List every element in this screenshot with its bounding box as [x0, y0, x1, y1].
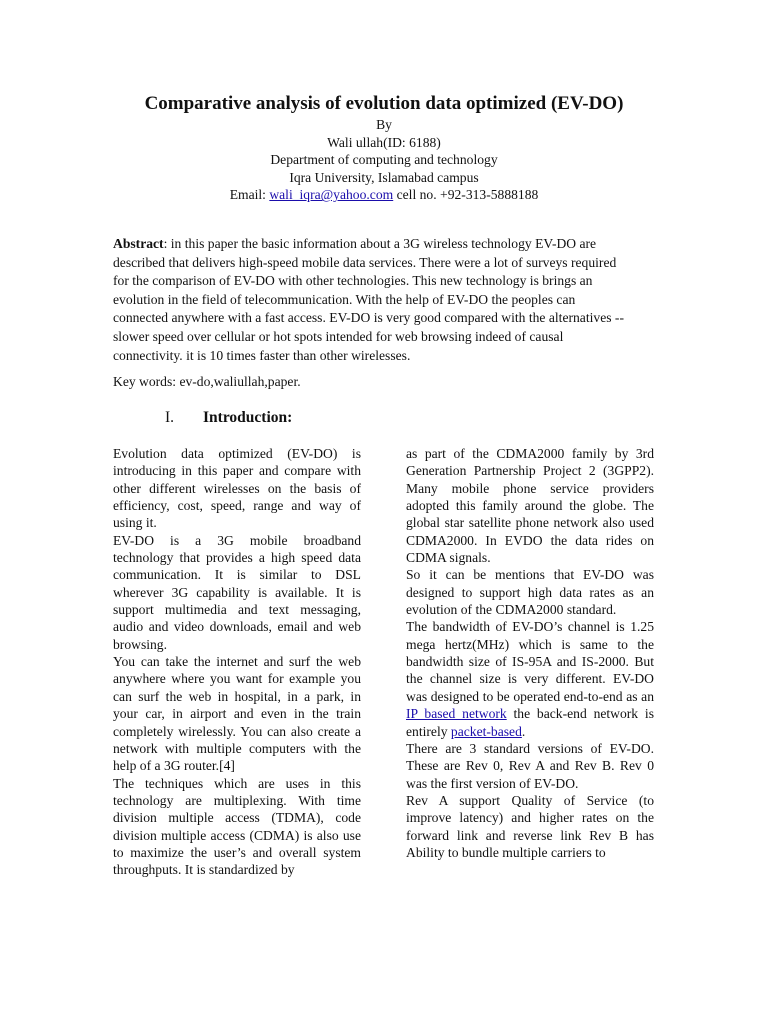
paragraph: You can take the internet and surf the web anywhere where you want for example you can surf the web in hospital, in a park, in your car, in airport and even in the train completely wirelessly. You can also create a network with multiple computers with the help of a 3G router.[4]	[113, 654, 361, 774]
by-line: By	[376, 117, 392, 132]
cell-number: cell no. +92-313-5888188	[393, 187, 539, 203]
section-title: Introduction:	[203, 409, 293, 426]
keywords: Key words: ev-do,waliullah,paper.	[113, 374, 301, 389]
email-link[interactable]: wali_iqra@yahoo.com	[269, 187, 394, 203]
ip-based-network-link[interactable]: IP based network	[406, 706, 507, 722]
paragraph: EV-DO is a 3G mobile broadband technology that provides a high speed data communication. It is similar to DSL wherever 3G capability is available. It is support multimedia and text messaging, audio and video downloads, email and web browsing.	[113, 532, 361, 652]
text-span: the back-end network is entirely	[406, 706, 654, 739]
text-span: .	[521, 723, 526, 739]
paper-title: Comparative analysis of evolution data optimized (EV-DO)	[144, 93, 624, 114]
text-span: The bandwidth of EV-DO’s channel is 1.25 mega hertz(MHz) which is same to the bandwidth size of IS-95A and IS-2000. But the channel size is very different. EV-DO was designed to be operated end-to-end as an	[406, 619, 654, 704]
packet-based-link[interactable]: packet-based	[450, 723, 522, 739]
abstract-label: Abstract	[113, 236, 164, 251]
paragraph: Evolution data optimized (EV-DO) is introducing in this paper and compare with other different wirelesses on the basis of efficiency, cost, speed, range and way of using it.	[113, 446, 361, 531]
paragraph: So it can be mentions that EV-DO was designed to support high data rates as an evolution of the CDMA2000 standard.	[406, 567, 654, 618]
author-name: Wali ullah(ID: 6188)	[327, 134, 441, 150]
email-label: Email:	[229, 187, 270, 203]
section-number: I.	[165, 409, 175, 426]
contact-line	[0, 186, 768, 204]
author-university: Iqra University, Islamabad campus	[289, 169, 479, 185]
paragraph: The techniques which are uses in this technology are multiplexing. With time division multiple access (TDMA), code division multiple access (CDMA) is also use to maximize the user’s and overall system throughputs. It is standardized by	[113, 775, 361, 878]
right-column	[406, 445, 654, 861]
paragraph-bandwidth	[406, 618, 654, 739]
left-column	[113, 445, 361, 879]
paragraph: as part of the CDMA2000 family by 3rd Generation Partnership Project 2 (3GPP2). Many mobile phone service providers adopted this family around the globe. The global star satellite phone network also used CDMA2000. In EVDO the data rides on CDMA signals.	[406, 446, 654, 566]
abstract-text: : in this paper the basic information about a 3G wireless technology EV-DO are described that delivers high-speed mobile data services. There were a lot of surveys required for the comparison of EV-DO with other technologies. This new technology is brings an evolution in the field of telecommunication. With the help of EV-DO the peoples can connected anywhere with a fast access. EV-DO is very good compared with the alternatives -- slower speed over cellular or hot spots intended for web browsing indeed of causal connectivity. it is 10 times faster than other wirelesses.	[113, 236, 624, 363]
section-heading-introduction	[165, 408, 292, 428]
paragraph: Rev A support Quality of Service (to improve latency) and higher rates on the forward link and reverse link Rev B has Ability to bundle multiple carriers to	[406, 792, 654, 860]
paragraph: There are 3 standard versions of EV-DO. These are Rev 0, Rev A and Rev B. Rev 0 was the first version of EV-DO.	[406, 740, 654, 791]
paper-header	[0, 92, 768, 204]
author-department: Department of computing and technology	[270, 152, 498, 168]
abstract	[113, 235, 625, 365]
